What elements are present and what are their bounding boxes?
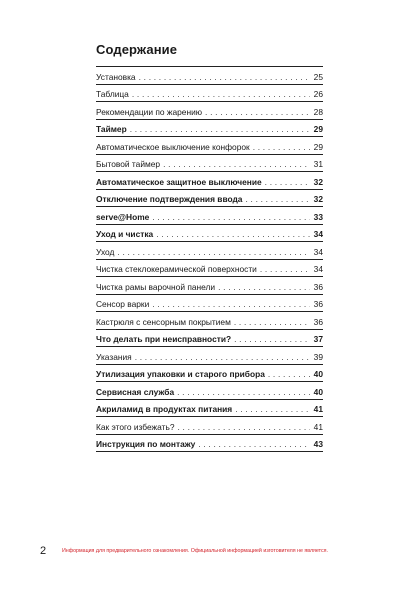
toc-dot-leader (163, 159, 310, 169)
toc-entry-page: 34 (313, 246, 323, 257)
toc-entry (96, 417, 323, 435)
toc-entry-page: 43 (313, 439, 323, 449)
toc-entry-page: 32 (313, 194, 323, 204)
toc-entry-page: 36 (313, 316, 323, 327)
toc-entry-label: Чистка рамы варочной панели (96, 281, 216, 292)
toc-entry-page: 36 (313, 281, 323, 292)
toc-entry-page: 40 (313, 386, 323, 397)
toc-entry-label: Уход и чистка (96, 229, 154, 239)
toc-entry (96, 242, 323, 260)
toc-entry (96, 435, 323, 453)
toc-entry-label: Сенсор варки (96, 299, 150, 309)
toc-entry-page: 39 (313, 351, 323, 362)
toc-entry-page: 33 (313, 211, 323, 222)
toc-entry-page: 37 (313, 334, 323, 344)
toc-entry-label: Установка (96, 71, 136, 82)
toc-entry-page: 36 (313, 299, 323, 309)
toc-entry-label: Инструкция по монтажу (96, 439, 196, 449)
toc-dot-leader (235, 404, 310, 414)
page-title: Содержание (96, 42, 178, 57)
toc-entry (96, 102, 323, 120)
toc-dot-leader (139, 72, 310, 82)
toc-entry-label: Чистка стеклокерамической поверхности (96, 264, 257, 274)
toc-dot-leader (245, 194, 310, 204)
toc-dot-leader (178, 422, 311, 432)
toc-entry-page: 40 (313, 369, 323, 379)
toc-entry (96, 260, 323, 278)
toc-entry (96, 190, 323, 208)
toc-entry (96, 67, 323, 85)
page-number: 2 (40, 545, 47, 557)
toc-entry-label: Утилизация упаковки и старого прибора (96, 369, 265, 379)
toc-entry-page: 29 (313, 124, 323, 134)
toc-entry (96, 295, 323, 313)
toc-entry (96, 277, 323, 295)
footer-disclaimer: Информация для предварительного ознакомления. Официальной информацией изготовителя не является. (62, 548, 329, 554)
toc-entry-page: 28 (313, 106, 323, 117)
toc-entry-page: 26 (313, 89, 323, 99)
toc-entry (96, 400, 323, 418)
toc-entry-page: 29 (313, 141, 323, 152)
toc-dot-leader (253, 142, 310, 152)
toc-dot-leader (234, 334, 310, 344)
toc-dot-leader (135, 352, 310, 362)
toc-entry-label: Таймер (96, 124, 127, 134)
toc-dot-leader (265, 177, 310, 187)
toc-entry-page: 31 (313, 159, 323, 169)
toc-dot-leader (117, 247, 310, 257)
toc-entry (96, 347, 323, 365)
toc-entry-label: Автоматическое защитное выключение (96, 176, 262, 187)
toc-entry-label: Уход (96, 246, 115, 257)
toc-dot-leader (260, 264, 310, 274)
toc-dot-leader (198, 439, 310, 449)
toc-entry-label: Рекомендации по жарению (96, 106, 203, 117)
toc-dot-leader (177, 387, 310, 397)
toc-dot-leader (234, 317, 310, 327)
toc-entry-label: Указания (96, 351, 132, 362)
toc-entry (96, 365, 323, 383)
toc-entry-label: serve@Home (96, 211, 150, 222)
toc-dot-leader (130, 124, 310, 134)
toc-entry-page: 34 (313, 229, 323, 239)
toc-entry-page: 41 (313, 404, 323, 414)
toc-dot-leader (152, 212, 310, 222)
toc-entry (96, 225, 323, 243)
toc-entry (96, 312, 323, 330)
toc-entry (96, 85, 323, 103)
toc-entry (96, 382, 323, 400)
toc-entry-label: Автоматическое выключение конфорок (96, 141, 250, 152)
toc-entry-label: Сервисная служба (96, 386, 175, 397)
toc-dot-leader (152, 299, 310, 309)
toc-entry (96, 120, 323, 138)
toc-entry-label: Акриламид в продуктах питания (96, 404, 233, 414)
toc-dot-leader (205, 107, 310, 117)
toc-entry (96, 330, 323, 348)
toc-dot-leader (156, 229, 310, 239)
toc-entry-label: Бытовой таймер (96, 159, 161, 169)
toc-entry-page: 25 (313, 71, 323, 82)
toc-entry-label: Как этого избежать? (96, 421, 175, 432)
toc-entry-label: Что делать при неисправности? (96, 334, 232, 344)
toc-entry-label: Таблица (96, 89, 129, 99)
toc-entry (96, 172, 323, 190)
toc-entry-page: 34 (313, 264, 323, 274)
toc-entry-page: 32 (313, 176, 323, 187)
toc-dot-leader (132, 89, 310, 99)
table-of-contents (96, 66, 323, 452)
toc-dot-leader (268, 369, 310, 379)
toc-entry (96, 137, 323, 155)
toc-entry-label: Кастрюля с сенсорным покрытием (96, 316, 231, 327)
toc-entry-page: 41 (313, 421, 323, 432)
toc-entry (96, 155, 323, 173)
toc-entry-label: Отключение подтверждения ввода (96, 194, 243, 204)
toc-dot-leader (218, 282, 310, 292)
toc-entry (96, 207, 323, 225)
